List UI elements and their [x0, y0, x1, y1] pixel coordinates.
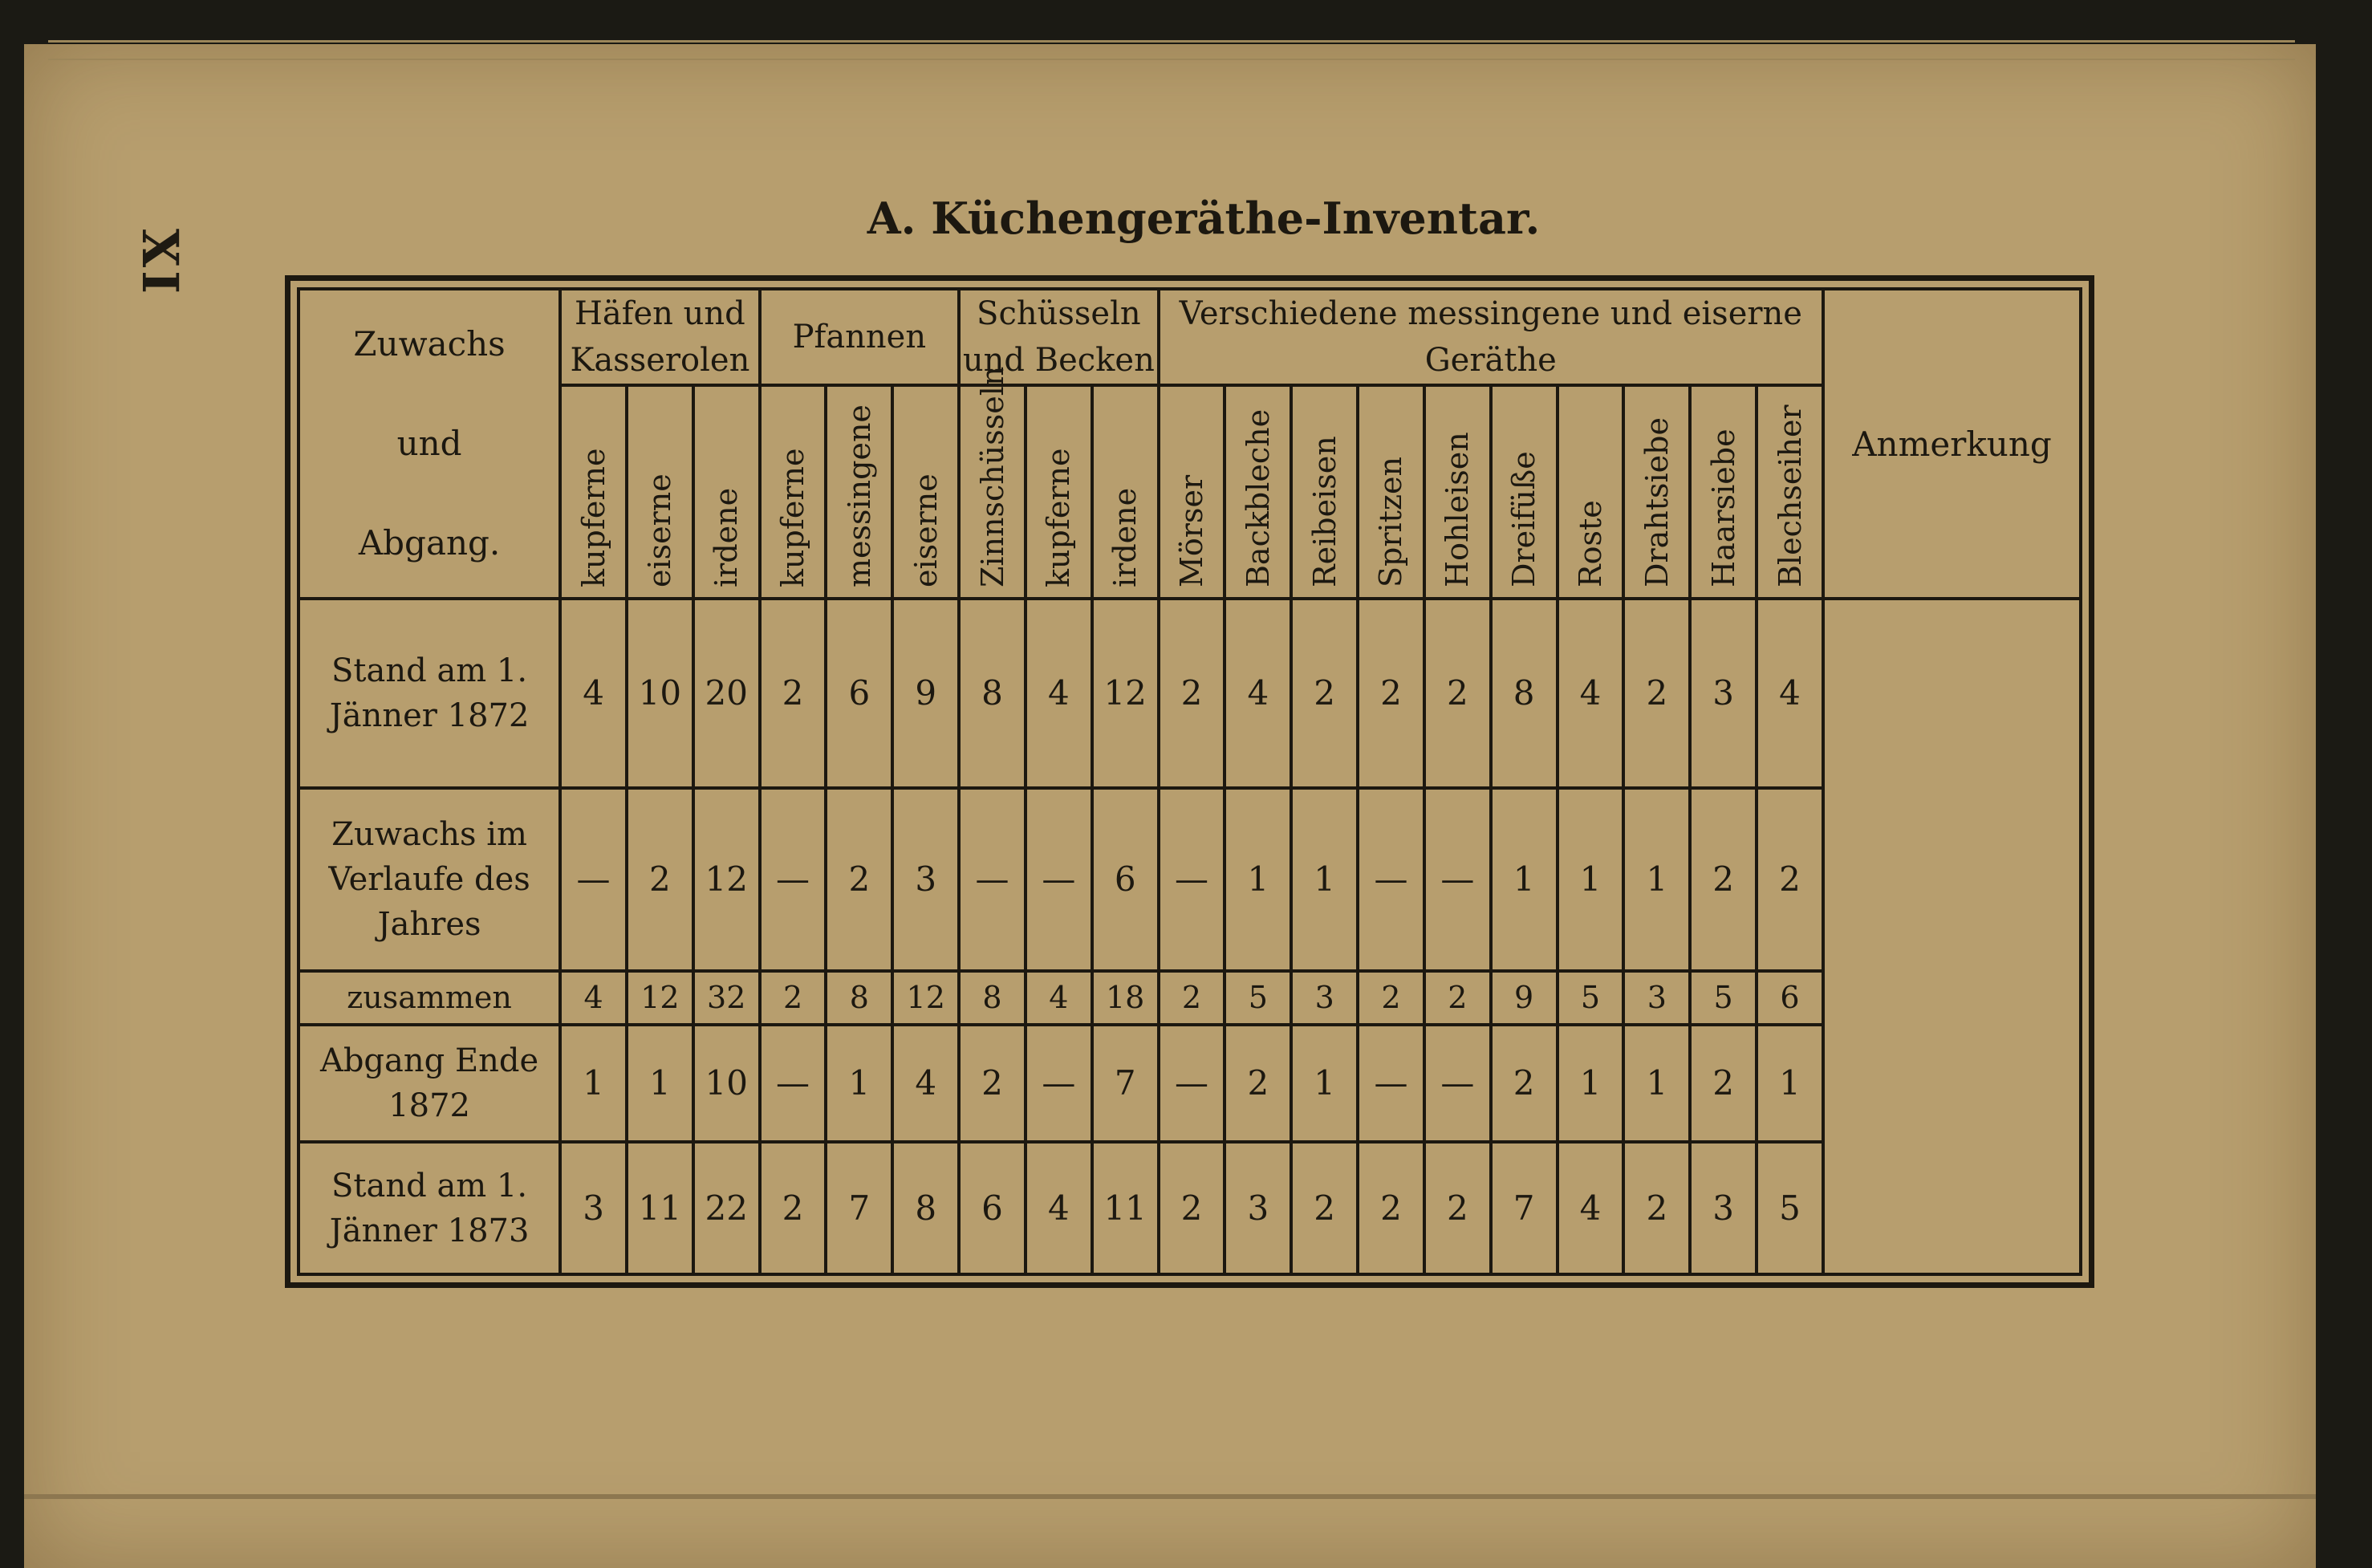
table-cell: 1 — [560, 1025, 627, 1143]
table-cell: 20 — [693, 599, 760, 788]
column-header: Zinnschüsseln — [959, 385, 1026, 599]
table-cell: 4 — [1757, 599, 1823, 788]
table-cell: 3 — [892, 788, 959, 971]
table-cell: 11 — [1092, 1142, 1159, 1274]
row-label: Abgang Ende 1872 — [299, 1025, 560, 1143]
table-cell: 1 — [1623, 1025, 1690, 1143]
table-cell: 1 — [1491, 788, 1558, 971]
table-cell: 6 — [1092, 788, 1159, 971]
table-cell: — — [560, 788, 627, 971]
table-cell: 6 — [1757, 971, 1823, 1025]
remarks-header: Anmerkung — [1823, 289, 2081, 599]
table-cell: — — [1424, 1025, 1491, 1143]
table-cell: 6 — [826, 599, 892, 788]
table-cell: 8 — [826, 971, 892, 1025]
table-cell: 2 — [1225, 1025, 1291, 1143]
table-cell: 2 — [1757, 788, 1823, 971]
table-cell: 2 — [760, 971, 827, 1025]
page-title: A. Küchengeräthe-Inventar. — [867, 193, 1541, 244]
row-label: Stand am 1. Jänner 1873 — [299, 1142, 560, 1274]
table-cell: 5 — [1225, 971, 1291, 1025]
table-cell: — — [1026, 1025, 1092, 1143]
column-header: Roste — [1558, 385, 1624, 599]
inventory-table — [297, 287, 2082, 1276]
page-fold — [24, 1494, 2316, 1499]
column-header: Hohleisen — [1424, 385, 1491, 599]
table-cell: 4 — [892, 1025, 959, 1143]
table-cell: 32 — [693, 971, 760, 1025]
table-cell: 2 — [760, 599, 827, 788]
table-cell: 6 — [959, 1142, 1026, 1274]
table-cell: 1 — [826, 1025, 892, 1143]
table-cell: 3 — [1225, 1142, 1291, 1274]
table-cell: — — [760, 788, 827, 971]
table-cell: 2 — [1623, 1142, 1690, 1274]
table-cell: 1 — [1623, 788, 1690, 971]
column-header: messingene — [826, 385, 892, 599]
table-row — [299, 1025, 2081, 1143]
table-cell: 1 — [627, 1025, 693, 1143]
group-header: Pfannen — [760, 289, 959, 385]
table-cell: 4 — [1026, 599, 1092, 788]
table-cell: 4 — [1225, 599, 1291, 788]
column-header: kupferne — [760, 385, 827, 599]
group-header: Häfen und Kasserolen — [560, 289, 759, 385]
table-row — [299, 971, 2081, 1025]
column-header: Mörser — [1159, 385, 1225, 599]
table-cell: 2 — [826, 788, 892, 971]
table-cell: 1 — [1558, 1025, 1624, 1143]
table-cell: 18 — [1092, 971, 1159, 1025]
table-cell: 2 — [760, 1142, 827, 1274]
table-cell: 2 — [1159, 971, 1225, 1025]
group-header: Schüsseln und Becken — [959, 289, 1158, 385]
table-cell: 1 — [1757, 1025, 1823, 1143]
column-header: Drahtsiebe — [1623, 385, 1690, 599]
table-cell: 1 — [1225, 788, 1291, 971]
table-cell: 2 — [1291, 599, 1358, 788]
column-header: eiserne — [892, 385, 959, 599]
table-cell: 3 — [560, 1142, 627, 1274]
table-cell: — — [1424, 788, 1491, 971]
column-header: irdene — [693, 385, 760, 599]
table-cell: 5 — [1757, 1142, 1823, 1274]
column-header: Haarsiebe — [1690, 385, 1757, 599]
table-cell: 2 — [959, 1025, 1026, 1143]
page-number: XI — [131, 229, 189, 298]
table-cell: 4 — [1558, 599, 1624, 788]
table-cell: 8 — [892, 1142, 959, 1274]
table-cell: 4 — [1026, 971, 1092, 1025]
table-cell: 7 — [1092, 1025, 1159, 1143]
table-row — [299, 599, 2081, 788]
table-cell: — — [760, 1025, 827, 1143]
table-cell: 5 — [1558, 971, 1624, 1025]
table-cell: 10 — [627, 599, 693, 788]
table-cell: 2 — [1424, 1142, 1491, 1274]
table-cell: 2 — [1424, 971, 1491, 1025]
row-label: Stand am 1. Jänner 1872 — [299, 599, 560, 788]
column-header: kupferne — [1026, 385, 1092, 599]
row-label: zusammen — [299, 971, 560, 1025]
row-label: Zuwachs im Verlaufe des Jahres — [299, 788, 560, 971]
table-cell: 2 — [1491, 1025, 1558, 1143]
table-cell: 1 — [1291, 788, 1358, 971]
table-cell: 3 — [1623, 971, 1690, 1025]
table-cell: 2 — [1690, 1025, 1757, 1143]
table-cell: — — [1358, 1025, 1424, 1143]
table-cell: 9 — [1491, 971, 1558, 1025]
row-header-line: und — [396, 424, 462, 463]
table-cell: 10 — [693, 1025, 760, 1143]
table-cell: 2 — [1159, 1142, 1225, 1274]
table-cell: 12 — [1092, 599, 1159, 788]
table-cell: 2 — [1159, 599, 1225, 788]
table-row — [299, 788, 2081, 971]
table-cell: 7 — [1491, 1142, 1558, 1274]
group-header: Verschiedene messingene und eiserne Geräthe — [1159, 289, 1823, 385]
table-cell: — — [1159, 788, 1225, 971]
table-cell: 2 — [1623, 599, 1690, 788]
table-cell: 3 — [1690, 1142, 1757, 1274]
column-header: Backbleche — [1225, 385, 1291, 599]
table-cell: 8 — [959, 971, 1026, 1025]
table-cell: 4 — [1558, 1142, 1624, 1274]
column-header: irdene — [1092, 385, 1159, 599]
table-cell: 1 — [1291, 1025, 1358, 1143]
table-cell: 2 — [1358, 971, 1424, 1025]
column-header: Reibeisen — [1291, 385, 1358, 599]
table-cell: 12 — [693, 788, 760, 971]
table-cell: 3 — [1690, 599, 1757, 788]
table-cell: 4 — [560, 971, 627, 1025]
table-cell: 2 — [1690, 788, 1757, 971]
table-cell: 11 — [627, 1142, 693, 1274]
column-header: Spritzen — [1358, 385, 1424, 599]
table-cell: 2 — [627, 788, 693, 971]
table-cell: 4 — [560, 599, 627, 788]
table-cell: 3 — [1291, 971, 1358, 1025]
table-cell: 9 — [892, 599, 959, 788]
table-cell: 7 — [826, 1142, 892, 1274]
column-header: kupferne — [560, 385, 627, 599]
table-cell: 5 — [1690, 971, 1757, 1025]
table-cell: 1 — [1558, 788, 1624, 971]
table-cell: — — [1159, 1025, 1225, 1143]
row-header-line: Abgang. — [358, 523, 501, 563]
table-row — [299, 1142, 2081, 1274]
row-header-line: Zuwachs — [353, 324, 506, 364]
table-cell: 8 — [1491, 599, 1558, 788]
column-header: eiserne — [627, 385, 693, 599]
table-cell: 2 — [1358, 1142, 1424, 1274]
column-header: Dreifüße — [1491, 385, 1558, 599]
remarks-cell — [1823, 599, 2081, 1274]
table-cell: — — [959, 788, 1026, 971]
table-cell: — — [1358, 788, 1424, 971]
table-cell: 12 — [892, 971, 959, 1025]
table-cell: 4 — [1026, 1142, 1092, 1274]
table-cell: 22 — [693, 1142, 760, 1274]
table-cell: 2 — [1424, 599, 1491, 788]
page-edge — [48, 40, 2295, 60]
table-cell: 12 — [627, 971, 693, 1025]
table-cell: 2 — [1291, 1142, 1358, 1274]
table-cell: — — [1026, 788, 1092, 971]
table-cell: 2 — [1358, 599, 1424, 788]
row-header — [299, 289, 560, 599]
table-cell: 8 — [959, 599, 1026, 788]
column-header: Blechseiher — [1757, 385, 1823, 599]
